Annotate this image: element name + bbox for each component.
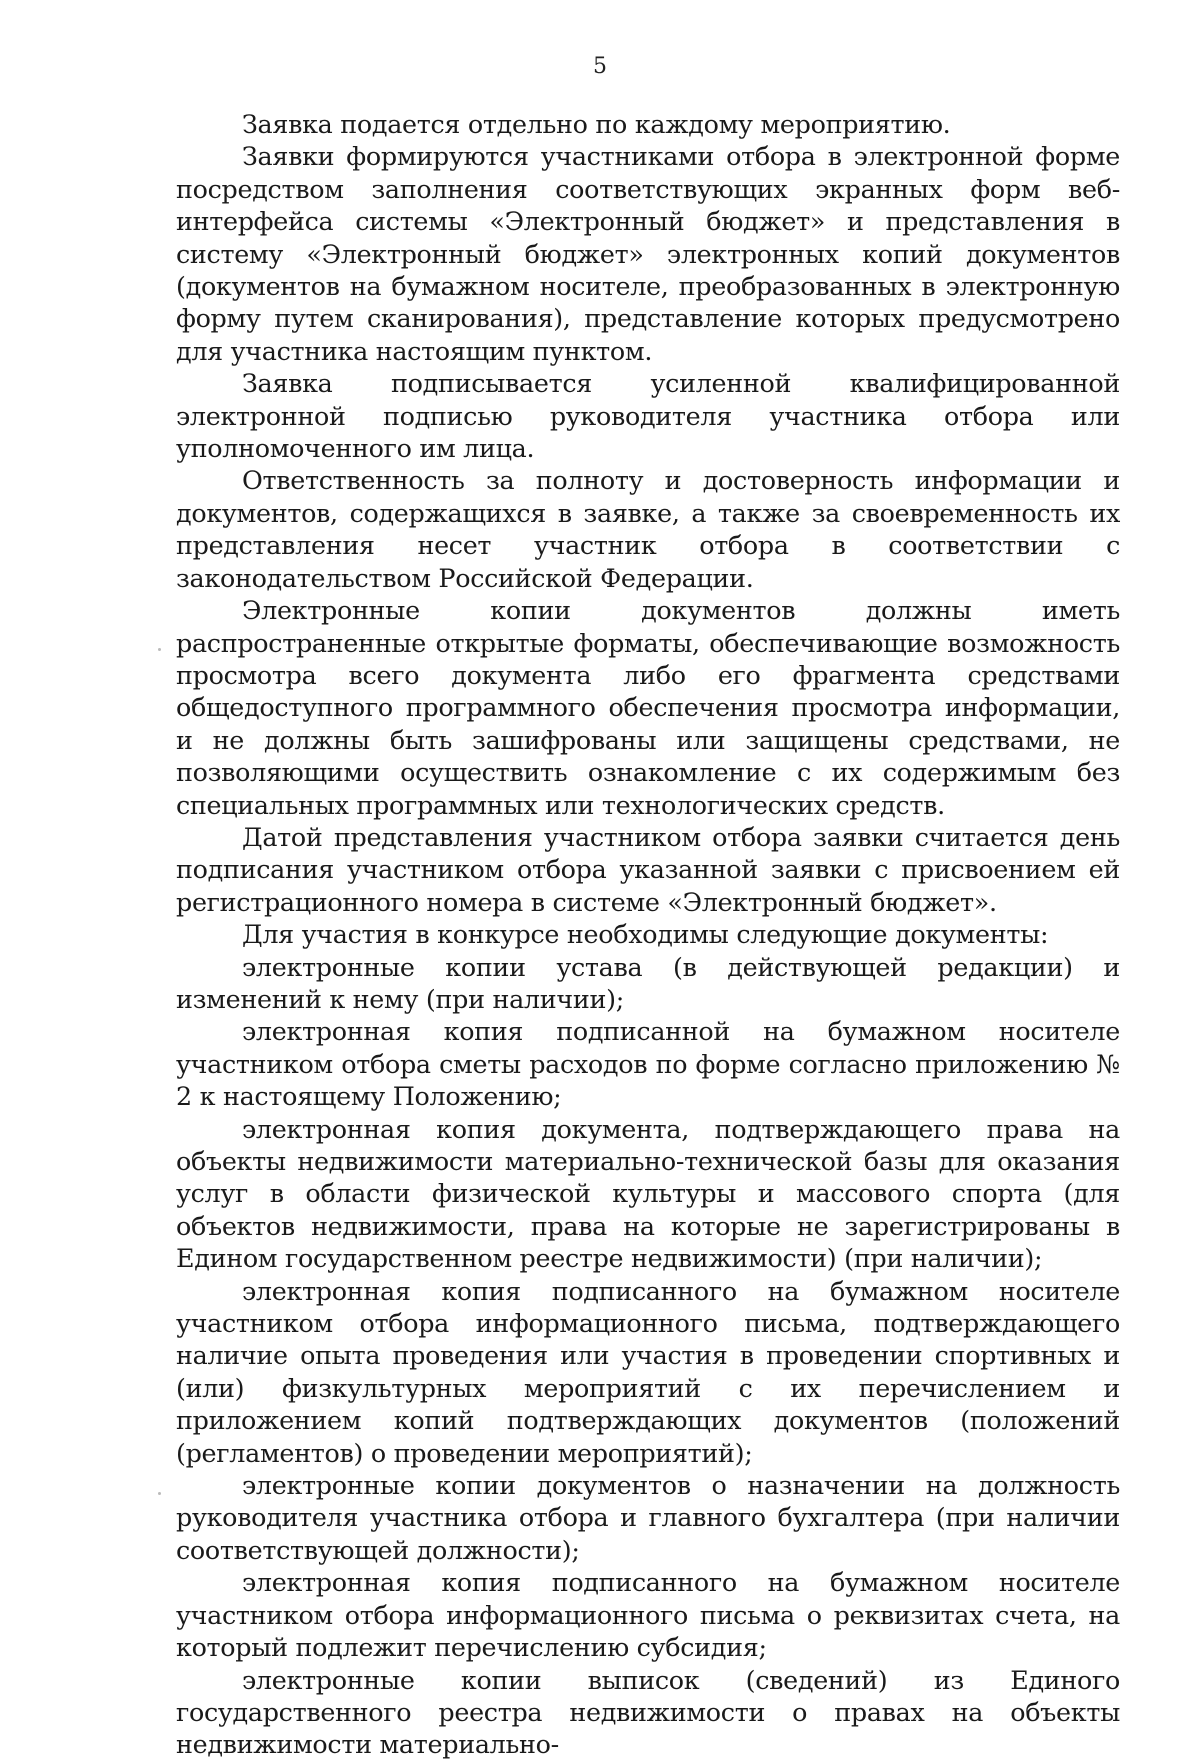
list-item: электронные копии устава (в действующей редакции) и изменений к нему (при наличии); xyxy=(176,951,1120,1014)
scan-speck xyxy=(158,648,161,651)
list-item: электронные копии выписок (сведений) из Единого государственного реестра недвижимости о правах на объекты недвижимости материально- xyxy=(176,1664,1120,1760)
paragraph: Заявка подписывается усиленной квалифицированной электронной подписью руководителя участника отбора или уполномоченного им лица. xyxy=(176,368,1120,464)
scan-speck xyxy=(158,1492,161,1495)
paragraph: Электронные копии документов должны иметь распространенные открытые форматы, обеспечивающие возможность просмотра всего документа либо его фрагмента средствами общедоступного программного обеспечения просмотра информации, и не должны быть зашифрованы или защищены средствами, не позволяющими осуществить ознакомление с их содержимым без специальных программных или технологических средств. xyxy=(176,595,1120,820)
list-item: электронная копия документа, подтверждающего права на объекты недвижимости материально-технической базы для оказания услуг в области физической культуры и массового спорта (для объектов недвижимости, права на которые не зарегистрированы в Едином государственном реестре недвижимости) (при наличии); xyxy=(176,1113,1120,1274)
page-number: 5 xyxy=(593,54,607,79)
list-item: электронная копия подписанного на бумажном носителе участником отбора информационного письма о реквизитах счета, на который подлежит перечислению субсидия; xyxy=(176,1567,1120,1663)
paragraph: Для участия в конкурсе необходимы следующие документы: xyxy=(242,919,1049,950)
paragraph: Заявки формируются участниками отбора в электронной форме посредством заполнения соответствующих экранных форм веб-интерфейса системы «Электронный бюджет» и представления в систему «Электронный бюджет» электронных копий документов (документов на бумажном носителе, преобразованных в электронную форму путем сканирования), представление которых предусмотрено для участника настоящим пунктом. xyxy=(176,141,1120,366)
list-item: электронная копия подписанного на бумажном носителе участником отбора информационного письма, подтверждающего наличие опыта проведения или участия в проведении спортивных и (или) физкультурных мероприятий с их перечислением и приложением копий подтверждающих документов (положений (регламентов) о проведении мероприятий); xyxy=(176,1275,1120,1468)
paragraph: Ответственность за полноту и достоверность информации и документов, содержащихся в заявке, а также за своевременность их представления несет участник отбора в соответствии с законодательством Российской Федерации. xyxy=(176,465,1120,593)
paragraph: Заявка подается отдельно по каждому мероприятию. xyxy=(242,109,951,139)
paragraph: Датой представления участником отбора заявки считается день подписания участником отбора указанной заявки с присвоением ей регистрационного номера в системе «Электронный бюджет». xyxy=(176,821,1120,917)
list-item: электронные копии документов о назначении на должность руководителя участника отбора и главного бухгалтера (при наличии соответствующей должности); xyxy=(176,1470,1120,1565)
list-item: электронная копия подписанной на бумажном носителе участником отбора сметы расходов по форме согласно приложению № 2 к настоящему Положению; xyxy=(176,1016,1120,1112)
document-body xyxy=(176,108,1120,1761)
